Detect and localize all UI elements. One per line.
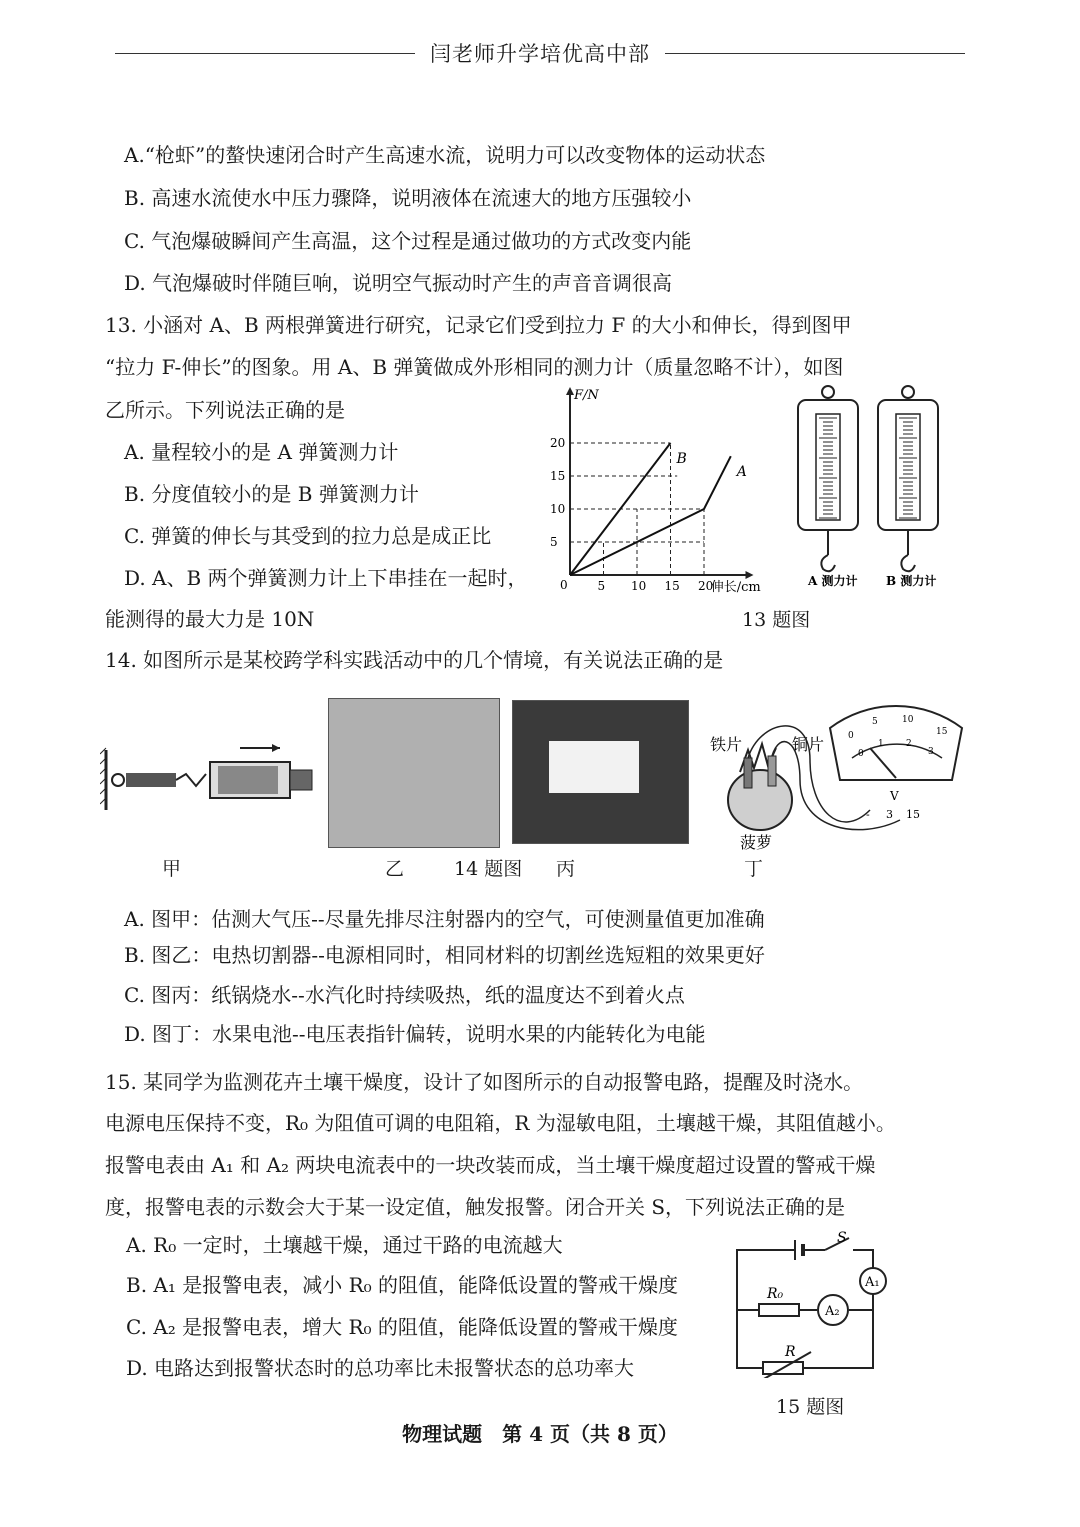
vm-term-3: 3 bbox=[886, 808, 893, 821]
x-axis-label: 伸长/cm bbox=[710, 580, 761, 595]
x-axis-arrow bbox=[746, 571, 754, 579]
vm-top-10: 10 bbox=[902, 715, 914, 725]
y-axis-arrow bbox=[566, 387, 574, 395]
q13-option-b: B. 分度值较小的是 B 弹簧测力计 bbox=[124, 482, 419, 506]
q13-stem-line2: “拉力 F-伸长”的图象。用 A、B 弹簧做成外形相同的测力计（质量忽略不计），如图 bbox=[105, 355, 844, 379]
q15-option-a: A. R₀ 一定时，土壤越干燥，通过干路的电流越大 bbox=[126, 1233, 563, 1257]
y-tick-label: 5 bbox=[550, 535, 558, 549]
q15-stem-line4: 度，报警电表的示数会大于某一设定值，触发报警。闭合开关 S，下列说法正确的是 bbox=[105, 1195, 846, 1219]
x-tick-label: 5 bbox=[597, 579, 606, 593]
q14-option-c: C. 图丙：纸锅烧水--水汽化时持续吸热，纸的温度达不到着火点 bbox=[124, 983, 685, 1007]
q13-option-c: C. 弹簧的伸长与其受到的拉力总是成正比 bbox=[124, 524, 492, 548]
q13-stem-line1: 13. 小涵对 A、B 两根弹簧进行研究，记录它们受到拉力 F 的大小和伸长，得到图甲 bbox=[105, 313, 852, 337]
iron-label: 铁片 bbox=[710, 735, 743, 754]
q15-circuit-diagram bbox=[725, 1228, 905, 1378]
q12-option-d: D. 气泡爆破时伴随巨响，说明空气振动时产生的声音音调很高 bbox=[124, 271, 673, 295]
fig-yi-photo bbox=[328, 698, 500, 848]
q13-force-extension-chart bbox=[540, 385, 790, 595]
q15-stem-line3: 报警电表由 A₁ 和 A₂ 两块电流表中的一块改装而成，当土壤干燥度超过设置的警戒干燥 bbox=[105, 1153, 876, 1177]
meter-label-b: B 测力计 bbox=[886, 574, 937, 588]
fig-label-jia: 甲 bbox=[162, 858, 182, 880]
vm-unit: V bbox=[890, 789, 899, 803]
r-label: R bbox=[785, 1344, 796, 1360]
q15-stem-line2: 电源电压保持不变，R₀ 为阻值可调的电阻箱，R 为湿敏电阻，土壤越干燥，其阻值越小。 bbox=[105, 1111, 896, 1135]
copper-label: 铜片 bbox=[792, 735, 825, 754]
spring-scales-figure bbox=[790, 380, 960, 595]
voltmeter bbox=[830, 706, 962, 821]
header-rule-right bbox=[665, 53, 965, 54]
fig-label-bing: 丙 bbox=[556, 858, 576, 880]
q12-option-a: A.“枪虾”的螯快速闭合时产生高速水流，说明力可以改变物体的运动状态 bbox=[124, 143, 766, 167]
series-label-a: A bbox=[736, 464, 747, 481]
q13-option-d: D. A、B 两个弹簧测力计上下串挂在一起时， bbox=[124, 566, 528, 590]
q15-stem-line1: 15. 某同学为监测花卉土壤干燥度，设计了如图所示的自动报警电路，提醒及时浇水。 bbox=[105, 1070, 864, 1094]
fig-bing-photo bbox=[512, 700, 689, 844]
fig-label-yi: 乙 bbox=[385, 858, 405, 880]
y-tick-label: 20 bbox=[550, 436, 566, 450]
vm-bot-3: 3 bbox=[928, 747, 934, 757]
q14-option-d: D. 图丁：水果电池--电压表指针偏转，说明水果的内能转化为电能 bbox=[124, 1022, 706, 1046]
x-tick-label: 0 bbox=[560, 578, 568, 592]
fig-jia-syringe bbox=[100, 740, 320, 820]
q15-option-d: D. 电路达到报警状态时的总功率比未报警状态的总功率大 bbox=[126, 1356, 635, 1380]
q15-option-c: C. A₂ 是报警电表，增大 R₀ 的阻值，能降低设置的警戒干燥度 bbox=[126, 1315, 678, 1339]
vm-top-5: 5 bbox=[872, 717, 878, 727]
q13-caption: 13 题图 bbox=[742, 609, 811, 631]
y-tick-label: 10 bbox=[550, 502, 566, 516]
r0-label: R₀ bbox=[767, 1286, 784, 1302]
q13-stem-line3: 乙所示。下列说法正确的是 bbox=[105, 398, 345, 422]
vm-bot-1: 1 bbox=[878, 739, 884, 749]
a2-label: A₂ bbox=[825, 1304, 840, 1319]
q12-option-b: B. 高速水流使水中压力骤降，说明液体在流速大的地方压强较小 bbox=[124, 186, 692, 210]
switch-label: S bbox=[837, 1230, 847, 1246]
q14-option-b: B. 图乙：电热切割器--电源相同时，相同材料的切割丝选短粗的效果更好 bbox=[124, 943, 765, 967]
vm-top-15: 15 bbox=[936, 727, 948, 737]
fig-label-ding: 丁 bbox=[744, 858, 764, 880]
a1-label: A₁ bbox=[865, 1275, 880, 1290]
vm-top-0: 0 bbox=[848, 731, 854, 741]
q13-option-d-cont: 能测得的最大力是 10N bbox=[105, 607, 315, 631]
fig-ding-fruit-battery bbox=[700, 700, 980, 850]
q15-caption: 15 题图 bbox=[776, 1396, 845, 1418]
q14-stem: 14. 如图所示是某校跨学科实践活动中的几个情境，有关说法正确的是 bbox=[105, 648, 724, 672]
series-label-b: B bbox=[676, 451, 687, 467]
vm-term-15: 15 bbox=[906, 808, 920, 821]
q12-option-c: C. 气泡爆破瞬间产生高温，这个过程是通过做功的方式改变内能 bbox=[124, 229, 692, 253]
pineapple-label: 菠萝 bbox=[740, 833, 773, 850]
x-tick-label: 10 bbox=[631, 579, 647, 593]
page-footer: 物理试题 第 4 页（共 8 页） bbox=[402, 1422, 678, 1446]
q13-option-a: A. 量程较小的是 A 弹簧测力计 bbox=[124, 440, 399, 464]
q14-caption: 14 题图 bbox=[454, 858, 523, 880]
q15-option-b: B. A₁ 是报警电表，减小 R₀ 的阻值，能降低设置的警戒干燥度 bbox=[126, 1273, 679, 1297]
y-axis-label: F/N bbox=[574, 388, 599, 403]
meter-label-a: A 测力计 bbox=[808, 574, 858, 588]
vm-bot-0: 0 bbox=[858, 749, 864, 759]
x-tick-label: 20 bbox=[698, 579, 714, 593]
paper-pot bbox=[549, 741, 639, 793]
vm-bot-2: 2 bbox=[906, 739, 912, 749]
y-tick-label: 15 bbox=[550, 469, 566, 483]
spring-scale-a bbox=[798, 386, 858, 571]
q14-option-a: A. 图甲：估测大气压--尽量先排尽注射器内的空气，可使测量值更加准确 bbox=[124, 907, 765, 931]
x-tick-label: 15 bbox=[664, 579, 680, 593]
header-title: 闫老师升学培优高中部 bbox=[430, 42, 650, 66]
series-line-a bbox=[570, 456, 731, 575]
spring-scale-b bbox=[878, 386, 938, 571]
vm-term-neg: - bbox=[866, 808, 870, 821]
